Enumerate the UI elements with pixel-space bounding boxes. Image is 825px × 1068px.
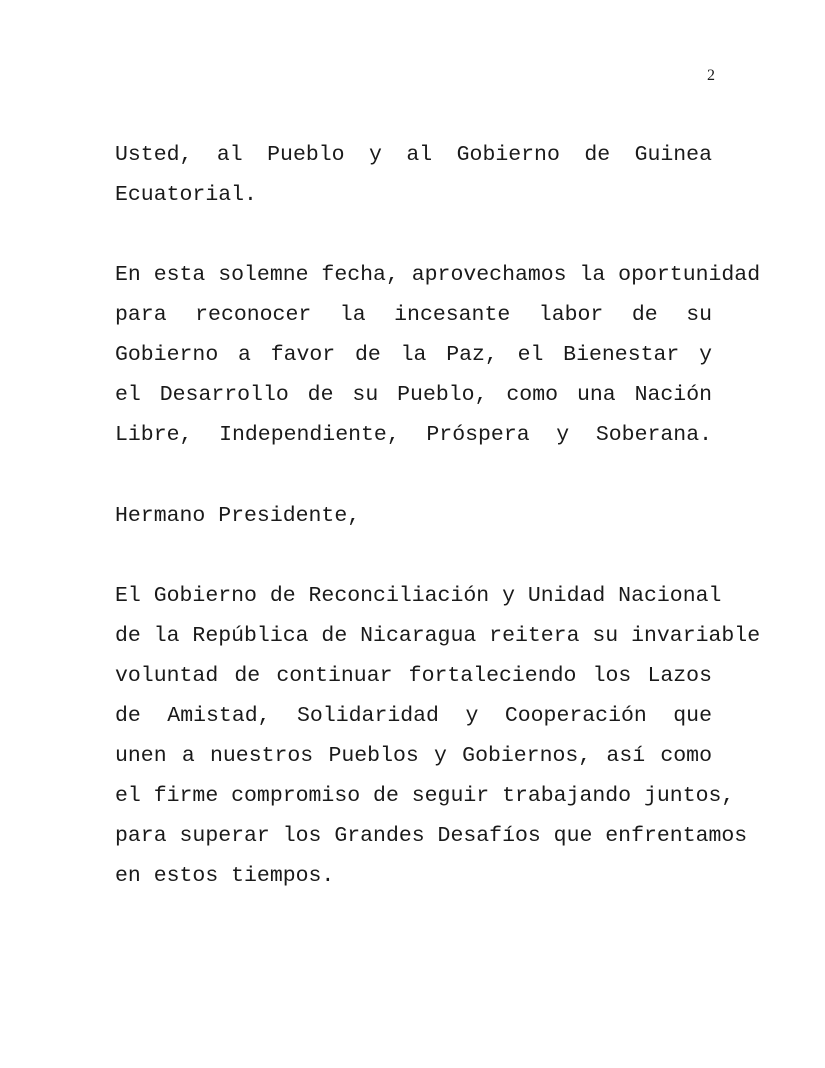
paragraph-4-line-1: El Gobierno de Reconciliación y Unidad Nacional — [115, 584, 722, 608]
page-number: 2 — [707, 67, 715, 84]
paragraph-2-line-5: Libre, Independiente, Próspera y Soberana. — [115, 423, 712, 447]
paragraph-4-line-2: de la República de Nicaragua reitera su invariable — [115, 624, 761, 648]
paragraph-4-line-5: unen a nuestros Pueblos y Gobiernos, así como — [115, 744, 712, 768]
paragraph-2-line-2: para reconocer la incesante labor de su — [115, 303, 712, 327]
paragraph-2-line-3: Gobierno a favor de la Paz, el Bienestar y — [115, 343, 712, 367]
paragraph-1-line-1: Usted, al Pueblo y al Gobierno de Guinea — [115, 143, 712, 167]
paragraph-4-line-3: voluntad de continuar fortaleciendo los Lazos — [115, 664, 712, 688]
paragraph-1-line-2: Ecuatorial. — [115, 183, 257, 207]
paragraph-4-line-6: el firme compromiso de seguir trabajando juntos, — [115, 784, 735, 808]
paragraph-4-line-7: para superar los Grandes Desafíos que enfrentamos — [115, 824, 748, 848]
paragraph-3-line-1: Hermano Presidente, — [115, 504, 361, 528]
paragraph-2-line-1: En esta solemne fecha, aprovechamos la oportunidad — [115, 263, 761, 287]
paragraph-2-line-4: el Desarrollo de su Pueblo, como una Nación — [115, 383, 712, 407]
paragraph-4-line-4: de Amistad, Solidaridad y Cooperación que — [115, 704, 712, 728]
paragraph-4-line-8: en estos tiempos. — [115, 864, 335, 888]
